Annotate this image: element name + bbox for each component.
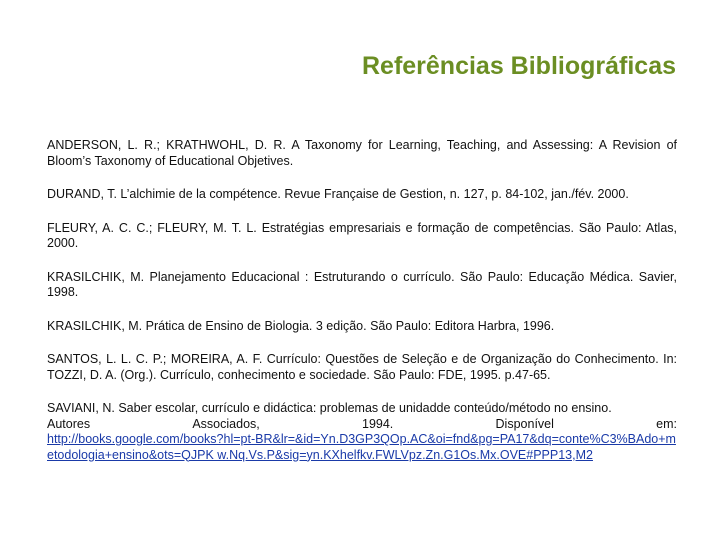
reference-item: ANDERSON, L. R.; KRATHWOHL, D. R. A Taxonomy for Learning, Teaching, and Assessing: A Revision of Bloom’s Taxonomy of Educational Objetives.	[47, 138, 677, 168]
reference-item: KRASILCHIK, M. Planejamento Educacional : Estruturando o currículo. São Paulo: Educação Médica. Savier, 1998.	[47, 269, 677, 299]
reference-text: SAVIANI, N. Saber escolar, currículo e didáctica: problemas de unidadde conteúdo/método no ensino.	[47, 401, 612, 415]
reference-item: DURAND, T. L’alchimie de la compétence. Revue Française de Gestion, n. 127, p. 84-102, jan./fév. 2000.	[47, 187, 629, 201]
reference-item	[47, 401, 677, 463]
reference-word: 1994.	[362, 416, 394, 431]
reference-word: Associados,	[192, 416, 260, 431]
reference-link[interactable]: http://books.google.com/books?hl=pt-BR&lr=&id=Yn.D3GP3QOp.AC&oi=fnd&pg=PA17&dq=conte%C3%BAdo+metodologia+ensino&ots=QJPK w.Nq.Vs.P&sig=yn.KXhelfkv.FWLVpz.Zn.G1Os.Mx.OVE#PPP13,M2	[47, 432, 676, 462]
page-title: Referências Bibliográficas	[361, 52, 676, 80]
reference-word: Autores	[47, 416, 91, 431]
reference-availability-line	[47, 417, 677, 433]
reference-word: em:	[656, 416, 677, 431]
reference-item: KRASILCHIK, M. Prática de Ensino de Biologia. 3 edição. São Paulo: Editora Harbra, 1996.	[47, 318, 555, 333]
reference-word: Disponível	[495, 416, 554, 431]
reference-item: FLEURY, A. C. C.; FLEURY, M. T. L. Estratégias empresariais e formação de competências. São Paulo: Atlas, 2000.	[47, 220, 677, 250]
reference-list	[47, 138, 677, 481]
reference-item: SANTOS, L. L. C. P.; MOREIRA, A. F. Currículo: Questões de Seleção e de Organização do Conhecimento. In: TOZZI, D. A. (Org.). Currículo, conhecimento e sociedade. São Paulo: FDE, 1995. p.47-65.	[47, 352, 677, 382]
